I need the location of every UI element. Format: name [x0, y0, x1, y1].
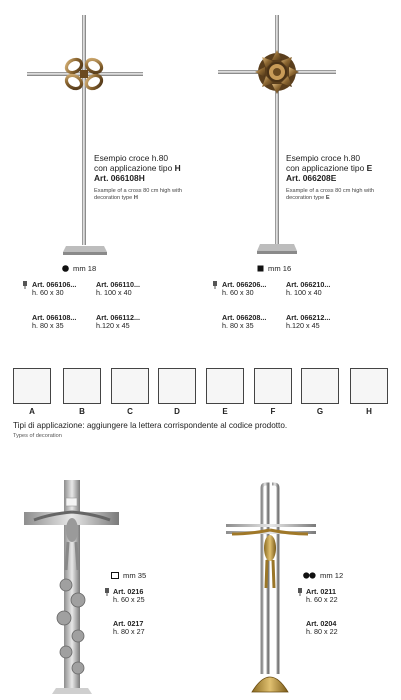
decoration-letter-e: E	[222, 407, 228, 416]
decoration-letter-c: C	[127, 407, 133, 416]
double-round-bar-icon	[303, 572, 316, 579]
decoration-tile-d	[158, 368, 196, 404]
cross-e-subtitle: con applicazione tipo E	[286, 163, 373, 173]
cross-e-bar-size: mm 16	[257, 264, 291, 273]
cross-h-spec-3: Art. 066108... h. 80 x 35	[32, 313, 77, 331]
decoration-tile-f	[254, 368, 292, 404]
crucifix-gold-spec-1: Art. 0211 h. 60 x 22	[297, 588, 338, 605]
cross-e-title: Esempio croce h.80	[286, 153, 361, 163]
decoration-letter-a: A	[29, 407, 35, 416]
cross-e-spec-1: Art. 066206... h. 60 x 30	[212, 281, 266, 298]
decoration-letter-g: G	[316, 407, 324, 416]
cross-h-spec-1: Art. 066106... h. 60 x 30	[22, 281, 76, 298]
round-bar-icon	[62, 265, 69, 272]
cross-h-english: Example of a cross 80 cm high with decoration type H	[94, 188, 182, 201]
cross-e-spec-2: Art. 066210... h. 100 x 40	[286, 280, 331, 298]
square-bar-icon	[257, 265, 264, 272]
decoration-tile-a	[13, 368, 51, 404]
crucifix-silver-spec-2: Art. 0217 h. 80 x 27	[113, 619, 145, 637]
cross-h-spec-4: Art. 066112... h.120 x 45	[96, 313, 140, 331]
stand-icon	[297, 588, 303, 597]
decoration-note: Tipi di applicazione: aggiungere la lettera corrispondente al codice prodotto.	[13, 421, 288, 430]
decoration-tile-h	[350, 368, 388, 404]
flame-decoration-icon	[255, 50, 299, 94]
decoration-tile-e	[206, 368, 244, 404]
cross-e-image	[218, 15, 336, 254]
crucifix-silver-spec-1: Art. 0216 h. 60 x 25	[104, 588, 145, 605]
cross-h-image	[27, 15, 143, 255]
decoration-tile-b	[63, 368, 101, 404]
cross-h-description	[94, 153, 182, 202]
crucifix-gold-spec-2: Art. 0204 h. 80 x 22	[306, 619, 338, 637]
decoration-note-english: Types of decoration	[13, 433, 62, 439]
decoration-tile-g	[301, 368, 339, 404]
decoration-letter-h: H	[366, 407, 372, 416]
crucifix-silver-size: mm 35	[111, 571, 146, 580]
crucifix-silver-image	[24, 480, 119, 694]
cross-h-art: Art. 066108H	[94, 173, 145, 183]
cross-e-spec-4: Art. 066212... h.120 x 45	[286, 313, 331, 331]
cross-e-description	[286, 153, 374, 202]
decoration-letter-f: F	[270, 407, 276, 416]
cross-h-title: Esempio croce h.80	[94, 153, 169, 163]
cross-e-art: Art. 066208E	[286, 173, 337, 183]
stand-icon	[104, 588, 110, 597]
crucifix-gold-size: mm 12	[303, 571, 343, 580]
decoration-letter-b: B	[79, 407, 85, 416]
stand-icon	[22, 281, 28, 290]
square-outline-icon	[111, 572, 119, 579]
cross-e-english: Example of a cross 80 cm high with decoration type E	[286, 188, 374, 201]
stand-icon	[212, 281, 218, 290]
cross-h-bar-size: mm 18	[62, 264, 96, 273]
cross-h-spec-2: Art. 066110... h. 100 x 40	[96, 280, 140, 298]
decoration-tile-c	[111, 368, 149, 404]
cross-e-spec-3: Art. 066208... h. 80 x 35	[222, 313, 267, 331]
cross-h-subtitle: con applicazione tipo H	[94, 163, 181, 173]
decoration-letter-d: D	[174, 407, 180, 416]
